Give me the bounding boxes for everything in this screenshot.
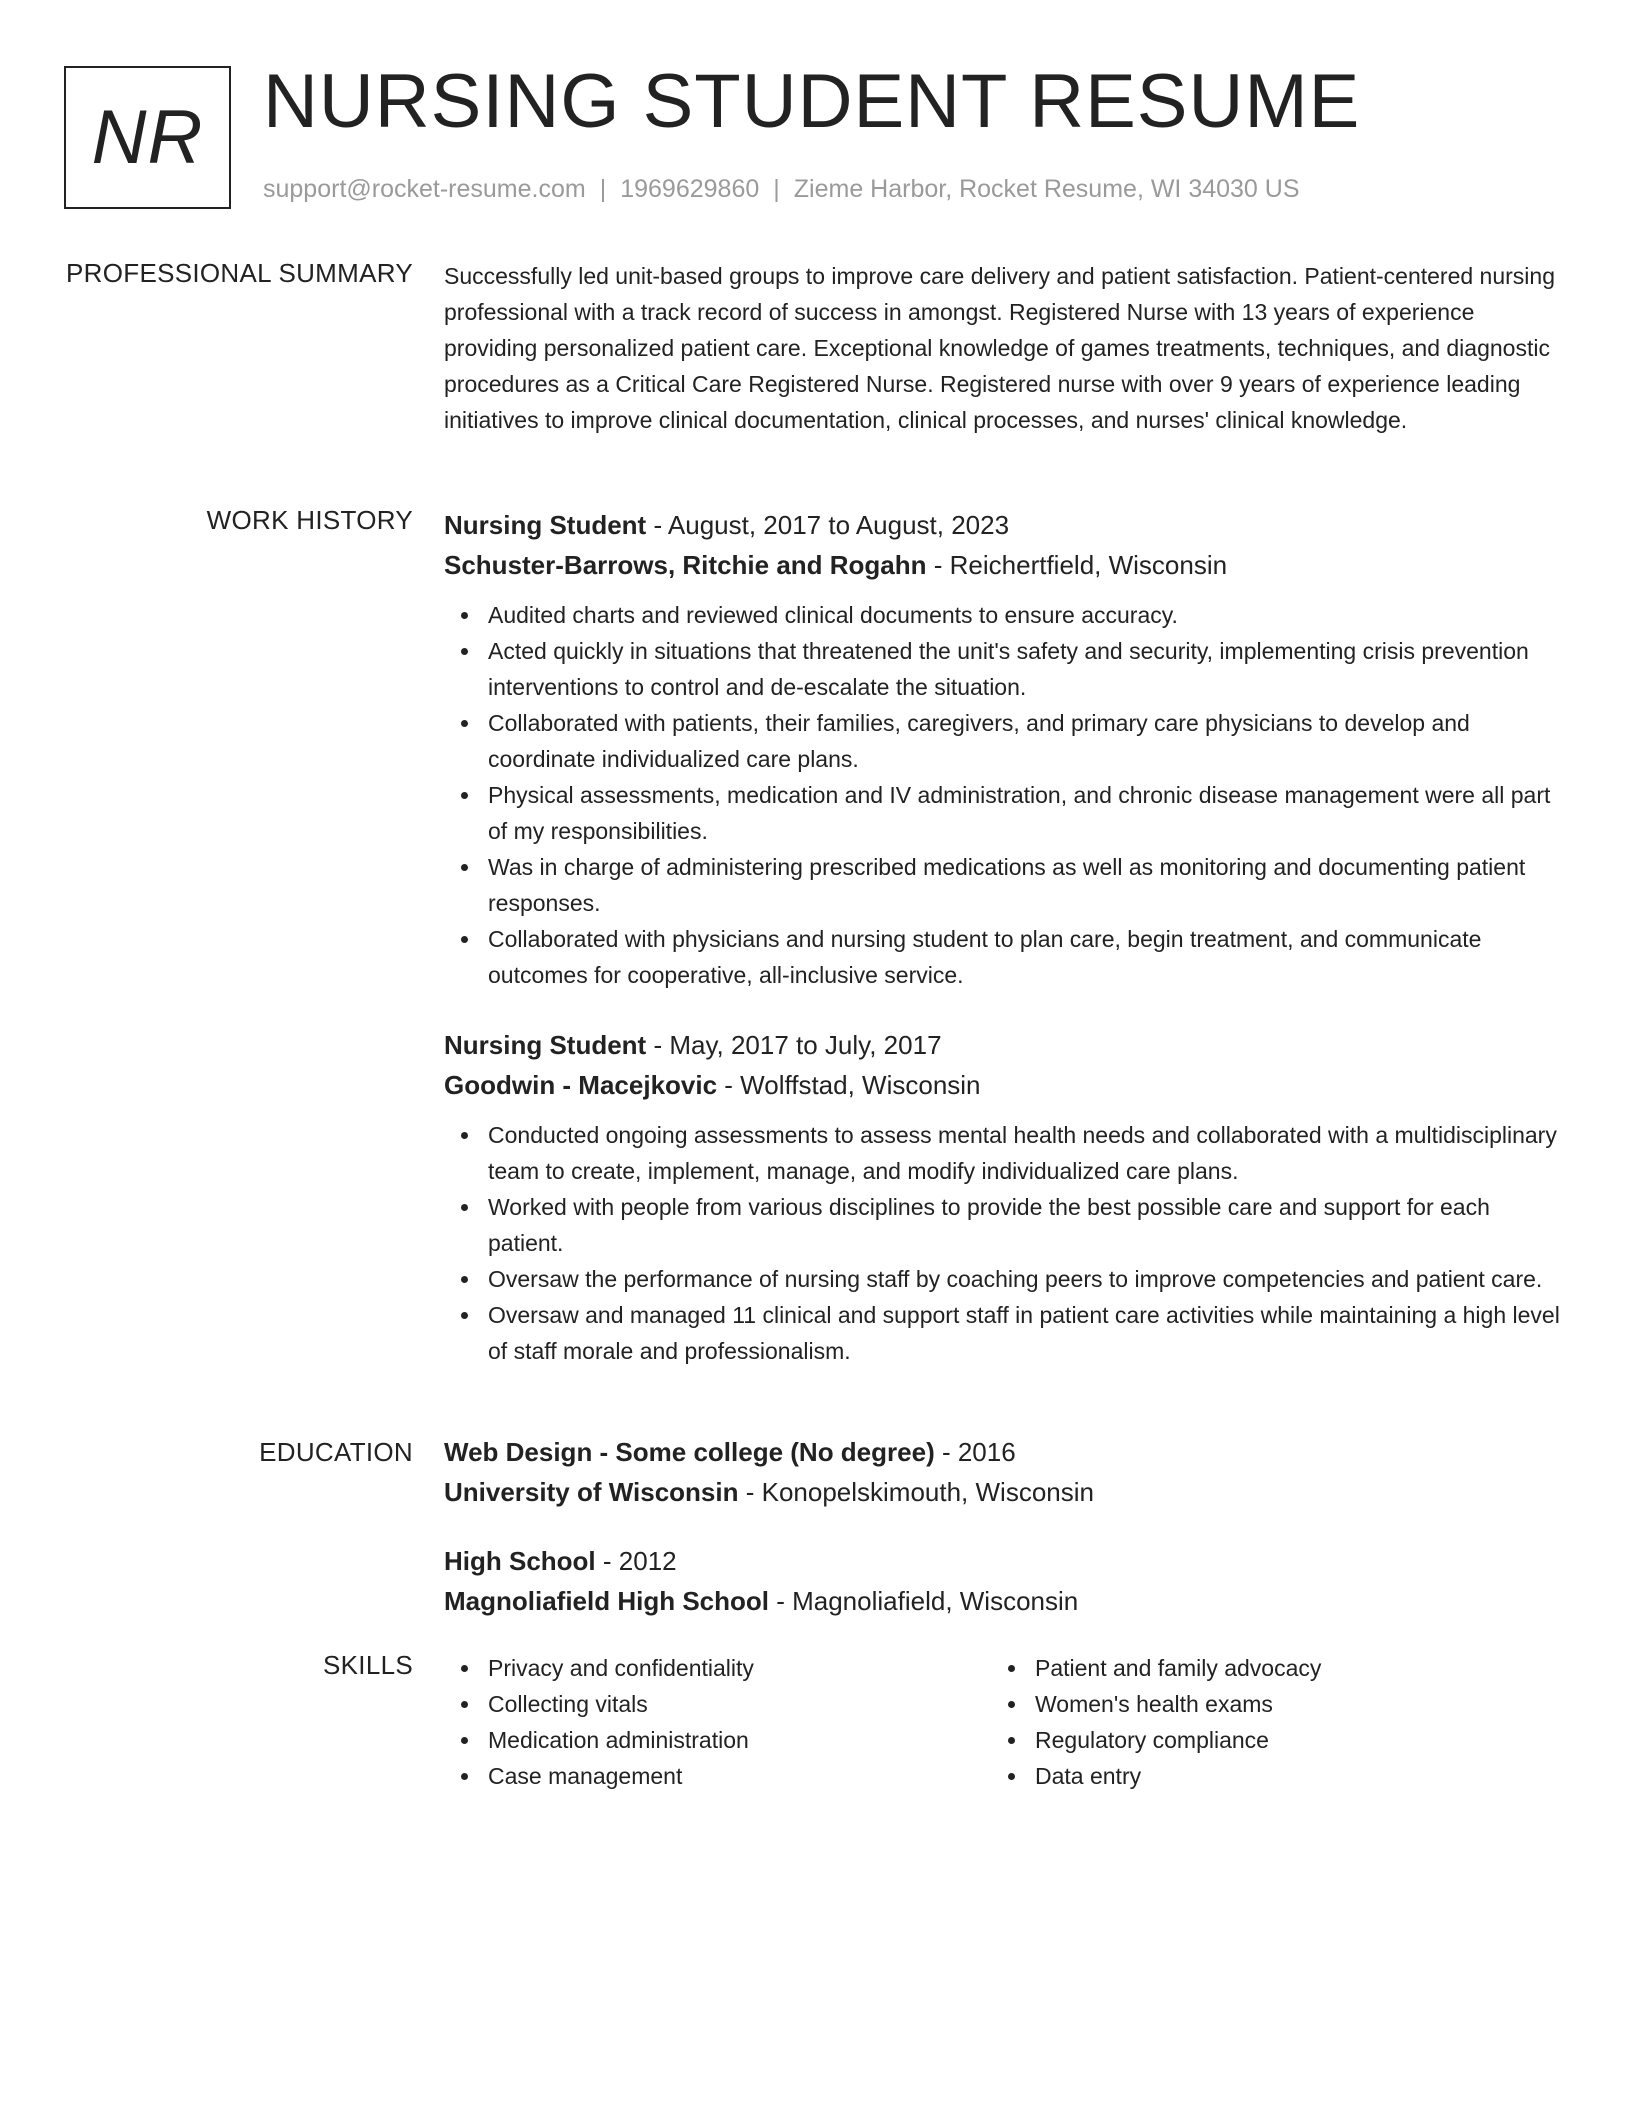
job-title: Nursing Student [444,510,647,540]
skill-item: Privacy and confidentiality [444,1650,991,1686]
skills-list-right [991,1650,1538,1794]
job-employer-line [444,545,1562,585]
job-employer: Schuster-Barrows, Ritchie and Rogahn [444,550,927,580]
contact-email: support@rocket-resume.com [263,175,586,203]
section-label-work: WORK HISTORY [206,505,413,535]
education-year: - 2012 [595,1546,677,1576]
education-degree: Web Design - Some college (No degree) [444,1437,935,1467]
skill-item: Patient and family advocacy [991,1650,1538,1686]
education-school-line [444,1472,1562,1512]
skill-item: Women's health exams [991,1686,1538,1722]
section-label-skills: SKILLS [323,1650,413,1680]
contact-separator: | [599,175,607,203]
skill-item: Regulatory compliance [991,1722,1538,1758]
education-location: - Konopelskimouth, Wisconsin [738,1477,1094,1507]
section-label-summary: PROFESSIONAL SUMMARY [66,258,413,288]
job-bullet: Audited charts and reviewed clinical documents to ensure accuracy. [444,597,1562,633]
job-title-line [444,505,1562,545]
education-degree-line [444,1432,1562,1472]
job-bullet: Physical assessments, medication and IV administration, and chronic disease management were all part of my responsibilities. [444,777,1562,849]
monogram-box [64,66,231,209]
job-title-line [444,1025,1562,1065]
job-bullets [444,597,1562,993]
summary-text: Successfully led unit-based groups to improve care delivery and patient satisfaction. Patient-centered nursing professional with a track record of success in amongst. Registered Nurse with 13 years of experience providing personalized patient care. Exceptional knowledge of games treatments, techniques, and diagnostic procedures as a Critical Care Registered Nurse. Registered nurse with over 9 years of experience leading initiatives to improve clinical documentation, clinical processes, and nurses' clinical knowledge. [444,263,1555,433]
job-bullet: Collaborated with physicians and nursing student to plan care, begin treatment, and communicate outcomes for cooperative, all-inclusive service. [444,921,1562,993]
skills-columns [444,1650,1562,1794]
job-dates: - August, 2017 to August, 2023 [646,510,1010,540]
education-year: - 2016 [934,1437,1016,1467]
job-entry [444,1025,1562,1369]
education-degree-line [444,1541,1562,1581]
skill-item: Collecting vitals [444,1686,991,1722]
job-bullet: Worked with people from various disciplines to provide the best possible care and support for each patient. [444,1189,1562,1261]
contact-address: Zieme Harbor, Rocket Resume, WI 34030 US [793,175,1300,203]
skills-list-left [444,1650,991,1794]
monogram-initials: NR [91,95,204,180]
education-entry [444,1541,1562,1621]
job-title: Nursing Student [444,1030,647,1060]
job-location: - Reichertfield, Wisconsin [926,550,1228,580]
job-bullets [444,1117,1562,1369]
contact-separator: | [773,175,780,203]
job-bullet: Oversaw and managed 11 clinical and support staff in patient care activities while maintaining a high level of staff morale and professionalism. [444,1297,1562,1369]
job-employer-line [444,1065,1562,1105]
education-degree: High School [444,1546,596,1576]
skill-item: Medication administration [444,1722,991,1758]
job-dates: - May, 2017 to July, 2017 [646,1030,942,1060]
contact-phone: 1969629860 [620,175,760,203]
job-bullet: Oversaw the performance of nursing staff by coaching peers to improve competencies and patient care. [444,1261,1562,1297]
job-location: - Wolffstad, Wisconsin [717,1070,981,1100]
skill-item: Case management [444,1758,991,1794]
job-bullet: Acted quickly in situations that threatened the unit's safety and security, implementing crisis prevention interventions to control and de-escalate the situation. [444,633,1562,705]
job-entry [444,505,1562,993]
resume-title: NURSING STUDENT RESUME [263,59,1361,144]
education-location: - Magnoliafield, Wisconsin [769,1586,1079,1616]
job-bullet: Conducted ongoing assessments to assess mental health needs and collaborated with a multidisciplinary team to create, implement, manage, and modify individualized care plans. [444,1117,1562,1189]
education-school: Magnoliafield High School [444,1586,769,1616]
job-bullet: Collaborated with patients, their families, caregivers, and primary care physicians to develop and coordinate individualized care plans. [444,705,1562,777]
education-school: University of Wisconsin [444,1477,739,1507]
job-bullet: Was in charge of administering prescribed medications as well as monitoring and documenting patient responses. [444,849,1562,921]
contact-line [263,175,1300,204]
job-employer: Goodwin - Macejkovic [444,1070,718,1100]
section-label-education: EDUCATION [259,1437,413,1467]
education-entry [444,1432,1562,1512]
education-school-line [444,1581,1562,1621]
skill-item: Data entry [991,1758,1538,1794]
